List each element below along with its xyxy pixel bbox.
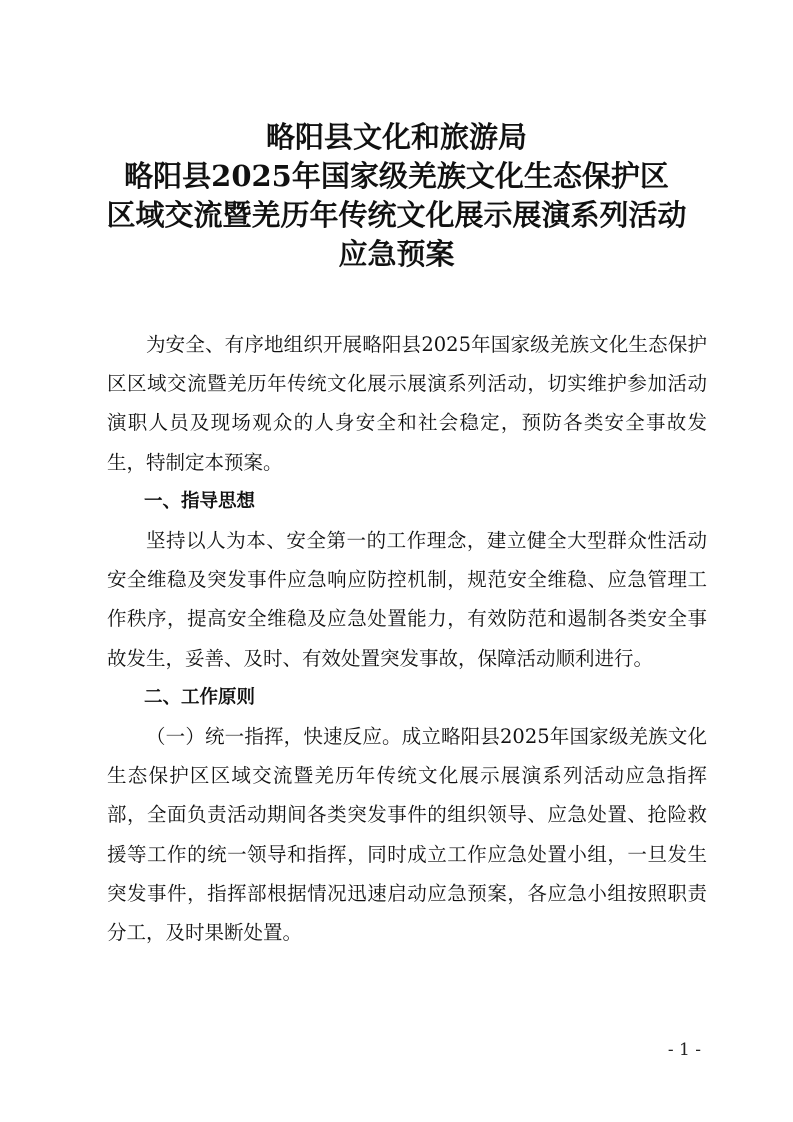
- section-heading-guiding-ideology: 一、指导思想: [144, 490, 256, 512]
- intro-paragraph: 为安全、有序地组织开展略阳县2025年国家级羌族文化生态保护区区域交流暨羌历年传统文化展示展演系列活动，切实维护参加活动演职人员及现场观众的人身安全和社会稳定，预防各类安全事故发生，特制定本预案。: [107, 333, 707, 474]
- title-line-issuer: 略阳县文化和旅游局: [265, 120, 527, 154]
- title-line-3: 区域交流暨羌历年传统文化展示展演系列活动: [106, 198, 687, 232]
- document-body: [107, 325, 707, 952]
- section-paragraph-work-principles: （一）统一指挥，快速反应。成立略阳县2025年国家级羌族文化生态保护区区域交流暨羌历年传统文化展示展演系列活动应急指挥部，全面负责活动期间各类突发事件的组织领导、应急处置、抢险救援等工作的统一领导和指挥，同时成立工作应急处置小组，一旦发生突发事件，指挥部根据情况迅速启动应急预案，各应急小组按照职责分工，及时果断处置。: [107, 725, 707, 945]
- section-heading-work-principles: 二、工作原则: [144, 686, 256, 708]
- title-line-4: 应急预案: [338, 237, 455, 271]
- document-title: [0, 118, 793, 274]
- page-number: - 1 -: [667, 1040, 701, 1060]
- section-paragraph-guiding-ideology: 坚持以人为本、安全第一的工作理念，建立健全大型群众性活动安全维稳及突发事件应急响应防控机制，规范安全维稳、应急管理工作秩序，提高安全维稳及应急处置能力，有效防范和遏制各类安全事故发生，妥善、及时、有效处置突发事故，保障活动顺利进行。: [107, 529, 707, 670]
- title-line-2: 略阳县2025年国家级羌族文化生态保护区: [124, 159, 669, 193]
